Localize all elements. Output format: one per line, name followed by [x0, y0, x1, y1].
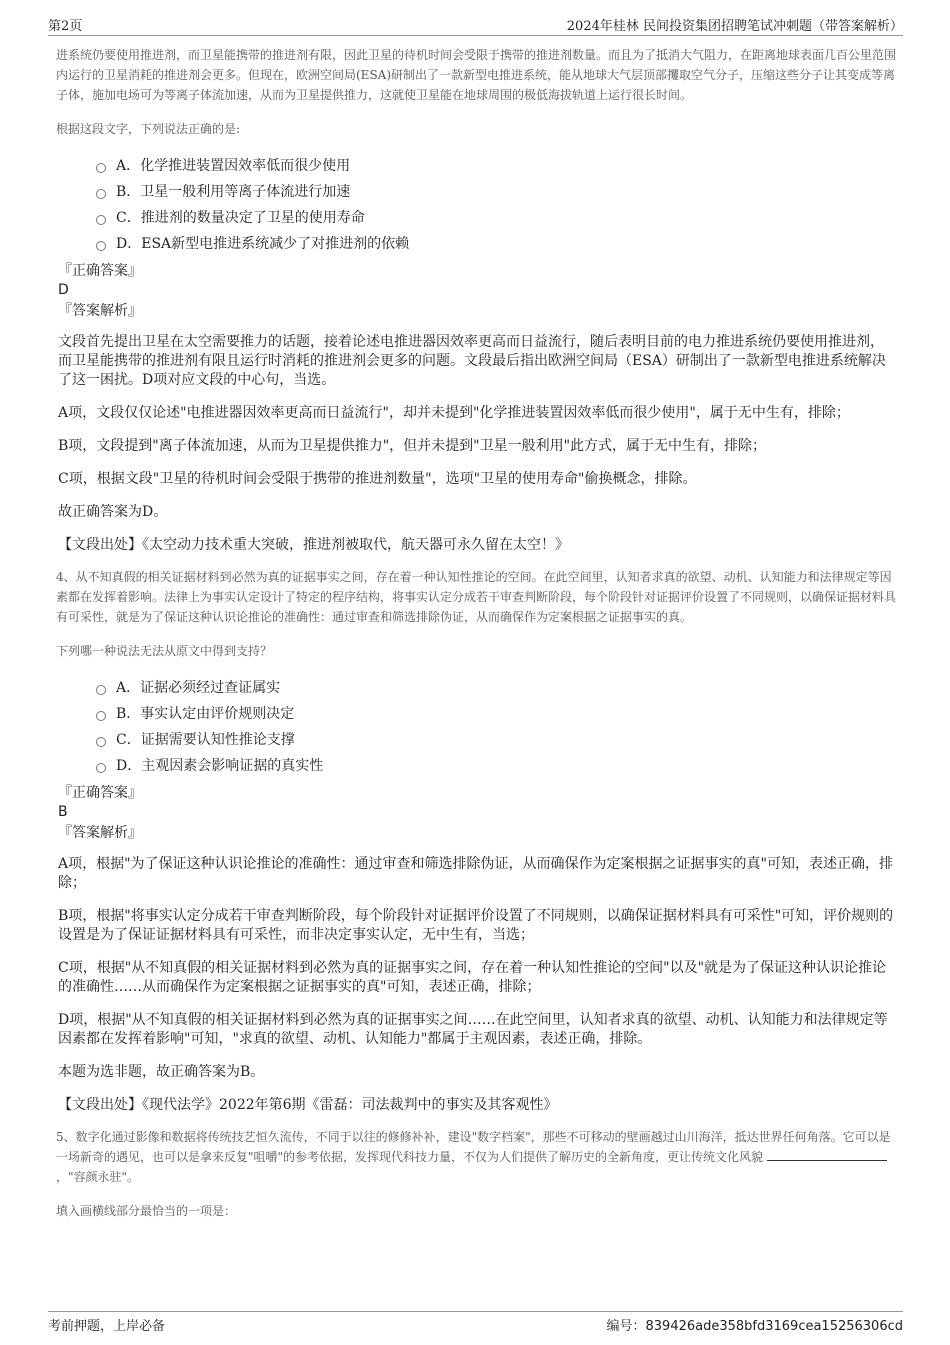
page-footer	[48, 1311, 903, 1334]
q3-analysis-para: C项，根据文段"卫星的待机时间会受限于携带的推进剂数量"，选项"卫星的使用寿命"偷换概念，排除。	[58, 471, 697, 487]
q5-passage	[56, 1127, 896, 1187]
q4-answer: B	[58, 804, 68, 820]
option-label: A．化学推进装置因效率低而很少使用	[116, 158, 351, 174]
q4-option-c[interactable]	[96, 727, 896, 753]
q3-option-a[interactable]	[96, 153, 896, 179]
q4-analysis-para: C项，根据"从不知真假的相关证据材料到必然为真的证据事实之间，存在着一种认知性推论的空间"以及"就是为了保证这种认识论推论的准确性……从而确保作为定案根据之证据事实的真"可知，表述正确，排除；	[58, 960, 887, 995]
q3-analysis-para: A项，文段仅仅论述"电推进器因效率更高而日益流行"，却并未提到"化学推进装置因效率低而很少使用"，属于无中生有，排除；	[58, 405, 850, 421]
radio-icon[interactable]	[96, 189, 106, 199]
q4-analysis-para: A项，根据"为了保证这种认识论推论的准确性：通过审查和筛选排除伪证，从而确保作为定案根据之证据事实的真"可知，表述正确，排除；	[58, 856, 893, 891]
q3-prompt: 根据这段文字，下列说法正确的是:	[56, 122, 241, 136]
page-number: 第2页	[48, 19, 83, 34]
q4-analysis-para: 本题为选非题，故正确答案为B。	[58, 1064, 265, 1080]
q3-analysis-label: 『答案解析』	[58, 303, 142, 319]
footer-code-label: 编号：	[606, 1319, 646, 1334]
option-label: A．证据必须经过查证属实	[116, 680, 281, 696]
q3-option-c[interactable]	[96, 205, 896, 231]
q4-passage: 4、从不知真假的相关证据材料到必然为真的证据事实之间，存在着一种认知性推论的空间。在此空间里，认知者求真的欲望、动机、认知能力和法律规定等因素都在发挥着影响。法律上为事实认定设计了特定的程序结构，将事实认定分成若干审查判断阶段，每个阶段针对证据评价设置了不同规则，以确保证据材料具有可采性，就是为了保证这种认识论推论的准确性：通过审查和筛选排除伪证，从而确保作为定案根据之证据事实的真。	[56, 570, 897, 624]
q3-analysis-para: 文段首先提出卫星在太空需要推力的话题，接着论述电推进器因效率更高而日益流行，随后表明目前的电力推进系统仍要使用推进剂，而卫星能携带的推进剂有限且运行时消耗的推进剂会更多的问题。文段最后指出欧洲空间局（ESA）研制出了一款新型电推进系统解决了这一困扰。D项对应文段的中心句，当选。	[58, 334, 886, 388]
q3-source: 【文段出处】《太空动力技术重大突破，推进剂被取代，航天器可永久留在太空！》	[58, 537, 569, 553]
radio-icon[interactable]	[96, 685, 106, 695]
radio-icon[interactable]	[96, 737, 106, 747]
q3-passage: 进系统仍要使用推进剂，而卫星能携带的推进剂有限，因此卫星的待机时间会受限于携带的推进剂数量。而且为了抵消大气阻力，在距离地球表面几百公里范围内运行的卫星消耗的推进剂会更多。但现在，欧洲空间局(ESA)研制出了一款新型电推进系统，能从地球大气层顶部攫取空气分子，压缩这些分子让其变成等离子体，施加电场可为等离子体流加速，从而为卫星提供推力，这就使卫星能在地球周围的极低海拔轨道上运行很长时间。	[56, 48, 897, 102]
q3-analysis-para: B项，文段提到"离子体流加速，从而为卫星提供推力"，但并未提到"卫星一般利用"此方式，属于无中生有，排除；	[58, 438, 767, 454]
q4-analysis-para: D项，根据"从不知真假的相关证据材料到必然为真的证据事实之间……在此空间里，认知者求真的欲望、动机、认知能力和法律规定等因素都在发挥着影响"可知，"求真的欲望、动机、认知能力"都属于主观因素，表述正确，排除。	[58, 1012, 888, 1047]
footer-slogan: 考前押题，上岸必备	[48, 1319, 166, 1334]
document-title: 2024年桂林 民间投资集团招聘笔试冲刺题（带答案解析）	[566, 19, 903, 34]
option-label: B．卫星一般利用等离子体流进行加速	[116, 184, 351, 200]
q4-option-b[interactable]	[96, 701, 896, 727]
page-header	[48, 13, 903, 36]
q4-answer-label: 『正确答案』	[58, 785, 142, 801]
radio-icon[interactable]	[96, 163, 106, 173]
radio-icon[interactable]	[96, 215, 106, 225]
q3-options	[56, 153, 896, 257]
q5-passage-after: ，"容颜永驻"。	[56, 1170, 140, 1184]
option-label: C．推进剂的数量决定了卫星的使用寿命	[116, 210, 365, 226]
option-label: D．主观因素会影响证据的真实性	[116, 758, 324, 774]
fill-blank	[767, 1147, 887, 1161]
radio-icon[interactable]	[96, 711, 106, 721]
q3-analysis-para: 故正确答案为D。	[58, 504, 168, 520]
q3-answer: D	[58, 282, 69, 298]
q4-analysis-para: B项，根据"将事实认定分成若干审查判断阶段，每个阶段针对证据评价设置了不同规则，以确保证据材料具有可采性"可知，评价规则的设置是为了保证证据材料具有可采性，而非决定事实认定，无中生有，当选；	[58, 908, 894, 943]
q4-option-a[interactable]	[96, 675, 896, 701]
page-content	[56, 45, 896, 1235]
q3-option-d[interactable]	[96, 231, 896, 257]
radio-icon[interactable]	[96, 241, 106, 251]
q4-option-d[interactable]	[96, 753, 896, 779]
option-label: D．ESA新型电推进系统减少了对推进剂的依赖	[116, 236, 410, 252]
q4-prompt: 下列哪一种说法无法从原文中得到支持？	[56, 644, 273, 658]
q4-options	[56, 675, 896, 779]
radio-icon[interactable]	[96, 763, 106, 773]
option-label: C．证据需要认知性推论支撑	[116, 732, 295, 748]
q3-option-b[interactable]	[96, 179, 896, 205]
q3-answer-label: 『正确答案』	[58, 263, 142, 279]
q5-passage-before: 5、数字化通过影像和数据将传统技艺恒久流传，不同于以往的修修补补，建设"数字档案"，那些不可移动的壁画越过山川海洋，抵达世界任何角落。它可以是一场新奇的遇见，也可以是拿来反复"咀嚼"的参考依据，发挥现代科技力量，不仅为人们提供了解历史的全新角度，更让传统文化风貌	[56, 1130, 891, 1164]
footer-code-value: 839426ade358bfd3169cea15256306cd	[645, 1319, 903, 1334]
option-label: B．事实认定由评价规则决定	[116, 706, 295, 722]
q5-prompt: 填入画横线部分最恰当的一项是：	[56, 1204, 237, 1218]
q4-source: 【文段出处】《现代法学》2022年第6期《雷磊：司法裁判中的事实及其客观性》	[58, 1097, 558, 1113]
q4-analysis-label: 『答案解析』	[58, 825, 142, 841]
footer-code	[606, 1315, 903, 1334]
